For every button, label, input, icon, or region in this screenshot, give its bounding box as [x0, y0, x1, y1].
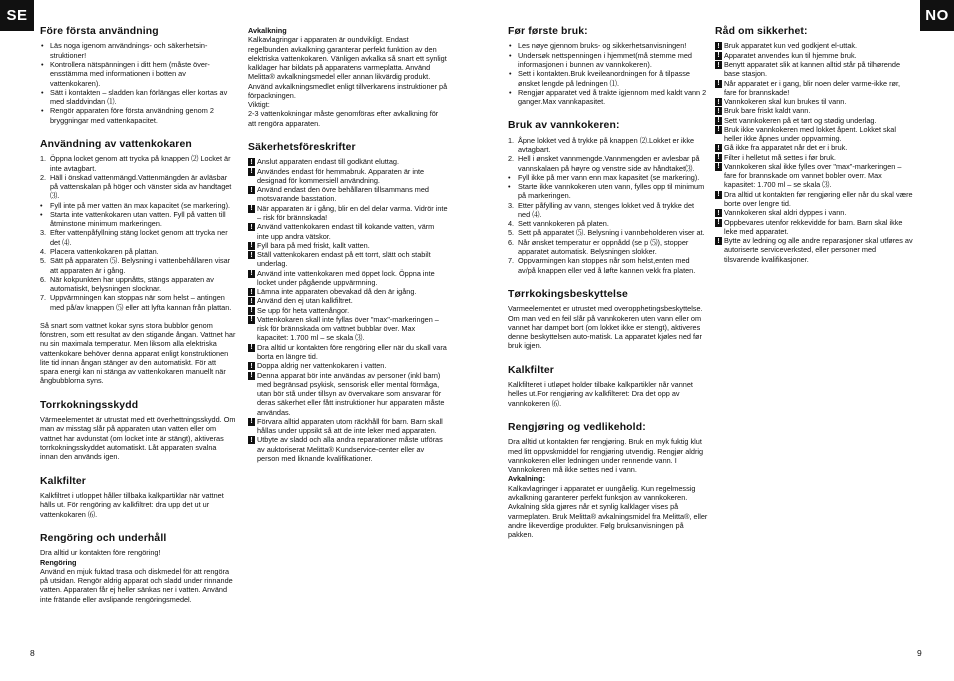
step-text: När kokpunkten har uppnåtts, stängs apparaten av automatiskt, belysningen slocknar.: [50, 274, 214, 294]
se-descaling-section: [248, 26, 448, 128]
se-safety-list: [248, 157, 448, 463]
se-cleaning-text2: Använd en mjuk fuktad trasa och diskmedel för att rengöra på utsidan. Rengör aldrig apparat och sladd under rinnande vatten. Apparaten får ej heller sänkas ner i vatten. Använd inte frätande eller avslipande rengöringsmedel.: [40, 566, 233, 604]
se-first-use-list: [40, 41, 236, 124]
warning-icon: !: [248, 436, 255, 444]
page-number-left: 8: [30, 648, 35, 658]
warning-text: Vattenkokaren skall inte fyllas över "max"-markeringen – risk för brännskada om vattnet bubblar över. Max kapacitet: 1.700 ml – se skala ⑶.: [257, 314, 439, 343]
step-item: [40, 275, 236, 294]
no-safety-section: [715, 26, 913, 264]
warning-text: Bruk apparatet kun ved godkjent el-uttak.: [724, 41, 858, 51]
warning-icon: !: [248, 223, 255, 231]
warning-text: Sett vannkokeren på et tørt og stødig underlag.: [724, 115, 877, 125]
warning-text: Lämna inte apparaten obevakad då den är igång.: [257, 287, 417, 297]
step-item: [40, 201, 236, 210]
step-item: [40, 293, 236, 312]
warning-icon: !: [248, 418, 255, 426]
warning-text: Dra alltid ut kontakten før rengjøring eller når du skal være borte over lengre tid.: [724, 189, 913, 208]
step-item: [508, 201, 708, 220]
step-item: [508, 173, 708, 182]
warning-item: [715, 60, 913, 79]
step-text: Starta inte vattenkokaren utan vatten. Fyll på vatten till åtminstone minimum markeringen.: [50, 209, 226, 229]
warning-item: [248, 157, 448, 166]
warning-text: Vannkokeren skal aldri dyppes i vann.: [724, 208, 847, 218]
step-text: Hell i ønsket vannmengde.Vannmengden er avlesbar på vannskalaen på høyre og venstre side av håndtaket⑶.: [518, 154, 700, 173]
no-usage-section: [508, 120, 708, 274]
warning-item: [715, 208, 913, 217]
warning-item: [248, 287, 448, 296]
step-number: 1.: [40, 154, 47, 164]
warning-icon: !: [715, 126, 722, 134]
warning-icon: !: [715, 42, 722, 50]
warning-text: Denna apparat bör inte användas av personer (inkl barn) med begränsad psykisk, sensorisk eller mental förmåga, utan bör stå under tillsyn av övervakare som ansvarar för deras säkerhet eller fått instruktioner hur apparaten måste användas.: [257, 370, 445, 417]
se-dry-boil-title: Torrkokningsskydd: [40, 399, 139, 411]
warning-icon: !: [248, 297, 255, 305]
step-number: 1.: [508, 135, 515, 145]
bullet-item: • Kontrollera nätspänningen i ditt hem (måste överensstämma med informationen i botten av vattenkokaren).: [40, 60, 236, 88]
warning-text: Anslut apparaten endast till godkänt eluttag.: [257, 157, 399, 167]
step-item: [40, 173, 236, 201]
warning-item: [248, 417, 448, 436]
step-text: Sett på apparatet ⑸. Belysning i vannbeholderen viser at.: [518, 228, 705, 238]
step-item: [40, 247, 236, 256]
no-dry-boil-text: Varmeelementet er utrustet med overopphetingsbeskyttelse. Om man ved en feil slår på vannkokeren uten vann eller om vannet har dampet bort (om lokket ikke er stengt), aktiveres denne beskyttelsen auto-matisk. La apparatet kjøles ned før bruk igjen.: [508, 304, 703, 351]
warning-item: [715, 236, 913, 264]
step-item: [40, 210, 236, 229]
step-text: Sätt på apparaten ⑸. Belysning i vattenbehållaren visar att apparaten är i gång.: [50, 256, 231, 275]
page-number-right: 9: [917, 648, 922, 658]
step-number: 7.: [508, 256, 515, 266]
step-text: Starte ikke vannkokeren uten vann, fylles opp til minimum på markeringen.: [518, 182, 705, 201]
step-item: [508, 256, 708, 275]
no-cleaning-title: Rengjøring og vedlikehold:: [508, 421, 646, 433]
warning-text: Dra alltid ur kontakten före rengöring eller när du skall vara borta en längre tid.: [257, 342, 447, 361]
no-dry-boil-section: [508, 289, 708, 351]
warning-icon: !: [715, 163, 722, 171]
warning-item: [248, 167, 448, 186]
warning-icon: !: [715, 209, 722, 217]
se-first-use-section: [40, 26, 236, 125]
step-text: Fyll inte på mer vatten än max kapacitet (se markering).: [50, 200, 231, 210]
step-text: Åpne lokket ved å trykke på knappen ⑵.Lokket er ikke avtagbart.: [518, 135, 695, 155]
language-tab-se: SE: [0, 0, 34, 31]
se-descaling-important-text: 2-3 vattenkokningar måste genomföras efter avkalkning för att rengöra apparaten.: [248, 109, 439, 128]
se-cleaning-subtitle: Rengöring: [40, 557, 77, 567]
step-item: [40, 256, 236, 275]
se-usage-note: Så snart som vattnet kokar syns stora bubblor genom fönstren, som ett resultat av den stigande ångan. Vattnet har nu sin maximala temperatur. Men liksom alla elektriska vattenkokare behöver denna apparat enligt konstruktionen lite tid innan ångan stänger av den automatiskt. För att spara energi kan ni stänga av vattenkokaren manuellt när ångbubblorna syns.: [40, 320, 236, 386]
warning-text: Använd inte vattenkokaren med öppet lock. Öppna inte locket under pågående uppvärmning.: [257, 268, 435, 287]
step-text: Öppna locket genom att trycka på knappen ⑵ Locket är inte avtagbart.: [50, 154, 231, 173]
warning-text: Förvara alltid apparaten utom räckhåll för barn. Barn skall hållas under uppsikt så att de inte leker med apparaten.: [257, 416, 443, 436]
warning-text: Når apparatet er i gang, blir noen deler varme-ikke rør, fare for brannskade!: [724, 78, 901, 97]
step-text: Häll i önskad vattenmängd.Vattenmängden är avläsbar på vattenskalan på höger och vänster sida av handtaget ⑶.: [50, 172, 232, 201]
warning-item: [248, 269, 448, 288]
step-number: 2.: [40, 172, 47, 182]
warning-item: [715, 153, 913, 162]
no-usage-title: Bruk av vannkokeren:: [508, 120, 620, 132]
warning-item: [715, 143, 913, 152]
warning-icon: !: [715, 107, 722, 115]
bullet-item: • Les nøye gjennom bruks- og sikkerhetsanvisningen!: [508, 41, 708, 50]
warning-text: Användes endast för hemmabruk. Apparaten är inte designad för kommersiell användning.: [257, 166, 425, 185]
warning-item: [715, 218, 913, 237]
warning-text: Doppa aldrig ner vattenkokaren i vatten.: [257, 361, 387, 371]
step-item: [508, 219, 708, 228]
step-number: •: [508, 182, 511, 192]
bullet-item: • Undersøk nettspenningen i hjemmet(må stemme med informasjonen i bunnen av vannkokeren).: [508, 51, 708, 70]
warning-icon: !: [248, 316, 255, 324]
se-column-2: [248, 26, 448, 477]
step-text: Oppvarmingen kan stoppes når som helst,enten med av/på knappen eller ved å løfte kannen vekk fra platen.: [518, 256, 696, 275]
warning-item: [248, 185, 448, 204]
no-filter-section: [508, 365, 708, 408]
warning-text: Benytt apparatet slik at kannen alltid står på tilhørende base stasjon.: [724, 60, 901, 79]
bullet-item: • Läs noga igenom användnings- och säkerhetsinstruktioner!: [40, 41, 236, 60]
warning-item: [715, 106, 913, 115]
warning-item: [248, 361, 448, 370]
warning-icon: !: [715, 237, 722, 245]
step-number: 2.: [508, 154, 515, 164]
warning-icon: !: [248, 362, 255, 370]
warning-icon: !: [248, 307, 255, 315]
warning-item: [248, 315, 448, 343]
step-item: [508, 238, 708, 257]
se-dry-boil-text: Värmeelementet är utrustat med ett överhettningsskydd. Om man av misstag slår på apparaten utan vatten eller om vattnet har avdunstat (om locket inte är stängt), aktiveras torrkokningsskyddet automatiskt. Låt apparaten svalna innan den används igen.: [40, 415, 236, 462]
warning-icon: !: [715, 61, 722, 69]
warning-text: Bytte av ledning og alle andre reparasjoner skal utføres av autoriserte serviceverksted, eller personer med tilsvarende kvalifikasjoner.: [724, 236, 913, 264]
warning-icon: !: [715, 191, 722, 199]
warning-text: Apparatet anvendes kun til hjemme bruk.: [724, 50, 857, 60]
step-number: •: [508, 172, 511, 182]
no-usage-steps: [508, 136, 708, 275]
warning-item: [248, 241, 448, 250]
se-column-1: [40, 26, 236, 618]
se-cleaning-text1: Dra alltid ur kontakten före rengöring!: [40, 548, 161, 558]
warning-text: Gå ikke fra apparatet når det er i bruk.: [724, 143, 848, 153]
warning-icon: !: [715, 219, 722, 227]
se-safety-section: [248, 142, 448, 463]
step-text: Placera vattenkokaren på plattan.: [50, 247, 159, 257]
warning-item: [248, 222, 448, 241]
warning-text: När apparaten är i gång, blir en del delar varma. Vidrör inte – risk för brännskada!: [257, 203, 448, 222]
step-item: [508, 136, 708, 155]
warning-text: Se upp för heta vattenångor.: [257, 305, 350, 315]
step-number: 6.: [40, 274, 47, 284]
step-number: •: [40, 209, 43, 219]
warning-item: [248, 371, 448, 417]
warning-item: [715, 190, 913, 209]
warning-icon: !: [248, 168, 255, 176]
no-column-2: [715, 26, 913, 278]
warning-icon: !: [248, 186, 255, 194]
warning-item: [248, 343, 448, 362]
step-item: [508, 182, 708, 201]
step-text: Fyll ikke på mer vann enn max kapasitet (se markering).: [518, 172, 700, 182]
no-dry-boil-title: Tørrkokingsbeskyttelse: [508, 288, 628, 300]
step-number: 4.: [40, 247, 47, 257]
warning-text: Fyll bara på med friskt, kallt vatten.: [257, 240, 370, 250]
warning-item: [715, 116, 913, 125]
no-safety-list: [715, 41, 913, 263]
no-cleaning-subtitle: Avkalning:: [508, 474, 546, 484]
warning-icon: !: [715, 80, 722, 88]
step-text: Etter påfylling av vann, stenges lokket ved å trykke det ned ⑷.: [518, 200, 695, 219]
step-text: Efter vattenpåfyllning stäng locket genom att trycka ner det ⑷.: [50, 228, 228, 247]
step-item: [508, 154, 708, 173]
warning-text: Utbyte av sladd och alla andra reparationer måste utföras av auktoriserat Melitta® Kundservice-center eller av person med liknande kvalifikationer.: [257, 435, 443, 463]
no-first-use-list: [508, 41, 708, 106]
step-number: 5.: [508, 228, 515, 238]
step-number: 6.: [508, 237, 515, 247]
warning-icon: !: [715, 154, 722, 162]
bullet-item: • Sätt i kontakten – sladden kan förlängas eller kortas av med sladdvindan ⑴.: [40, 88, 236, 107]
warning-item: [248, 435, 448, 463]
warning-text: Ställ vattenkokaren endast på ett torrt, slätt och stabilt underlag.: [257, 250, 431, 269]
warning-icon: !: [248, 158, 255, 166]
se-filter-text: Kalkfiltret i utloppet håller tillbaka kalkpartiklar när vattnet hälls ut. För rengöring av kalkfiltret: dra upp det ut ur vattenkokaren ⑹.: [40, 491, 224, 519]
warning-text: Filter i helletut må settes i før bruk.: [724, 152, 836, 162]
se-dry-boil-section: [40, 400, 236, 462]
se-usage-section: [40, 139, 236, 386]
warning-icon: !: [248, 288, 255, 296]
se-descaling-important-label: Viktigt:: [248, 100, 270, 110]
warning-item: [715, 79, 913, 98]
no-column-1: [508, 26, 708, 553]
step-item: [508, 228, 708, 237]
step-text: Uppvärmningen kan stoppas när som helst – antingen med på/av knappen ⑸ eller att lyfta kannan från plattan.: [50, 293, 232, 312]
warning-text: Använd endast den övre behållaren tillsammans med motsvarande basstation.: [257, 185, 429, 204]
warning-icon: !: [248, 251, 255, 259]
step-number: 3.: [508, 200, 515, 210]
warning-text: Använd vattenkokaren endast till kokande vatten, värm inte upp andra vätskor.: [257, 222, 435, 241]
step-text: Sett vannkokeren på platen.: [518, 219, 609, 229]
se-safety-title: Säkerhetsföreskrifter: [248, 141, 356, 153]
warning-icon: !: [248, 372, 255, 380]
warning-item: [715, 125, 913, 144]
se-filter-section: [40, 476, 236, 519]
no-cleaning-text2: Kalkavlagringer i apparatet er uungåelig. Kun regelmessig avkalkning garanterer perfekt funksjon av vannkokeren. Avkalning skla gjøres når et synlig kalklager vises på varmeplaten. Bruk Melitta® avkalningsmidel fra Melitta®, eller andre likeverdige produkter. Følg bruksanvisningen på pakken.: [508, 483, 708, 540]
language-tab-no: NO: [920, 0, 954, 31]
step-number: •: [40, 200, 43, 210]
warning-item: [715, 41, 913, 50]
no-cleaning-text1: Dra alltid ut kontakten før rengjøring. Bruk en myk fuktig klut med litt oppvskmiddel for rengjøring utvendig. Rengjør aldrig vannkokeren eller ledningen under rennende vann. I Vannkokeren må ikke settes ned i vann.: [508, 437, 704, 475]
se-first-use-title: Före första användning: [40, 26, 159, 37]
step-item: [40, 154, 236, 173]
step-number: 7.: [40, 293, 47, 303]
warning-text: Bruk ikke vannkokeren med lokket åpent. Lokket skal heller ikke åpnes under oppvarming.: [724, 124, 896, 144]
warning-item: [715, 97, 913, 106]
bullet-item: • Sett i kontakten.Bruk kveileanordningen for å tilpasse ønsket lengde på ledningen ⑴.: [508, 69, 708, 88]
no-filter-text: Kalkfilteret i utløpet holder tilbake kalkpartikler når vannet helles ut.For rengjøring av kalkfilteret: Dra det opp av vannkokeren ⑹.: [508, 380, 693, 408]
warning-item: [715, 162, 913, 190]
warning-icon: !: [248, 344, 255, 352]
step-number: 4.: [508, 219, 515, 229]
warning-item: [248, 250, 448, 269]
warning-icon: !: [248, 205, 255, 213]
bullet-item: • Rengjør apparatet ved å trakte igjennom med kaldt vann 2 ganger.Max vannkapasitet.: [508, 88, 708, 107]
no-filter-title: Kalkfilter: [508, 364, 554, 376]
warning-icon: !: [715, 98, 722, 106]
se-usage-title: Användning av vattenkokaren: [40, 138, 192, 150]
se-descaling-title: Avkalkning: [248, 26, 287, 35]
warning-item: [248, 306, 448, 315]
se-cleaning-section: [40, 533, 236, 604]
se-descaling-text: Kalkavlagringar i apparaten är oundvikligt. Endast regelbunden avkalkning garanterar perfekt funktion av den elektriska vattenkokaren. Vänligen avkalka så snart ett synligt kalklager har bildats på apparatens varmeplatta. Använd Melitta® avkalkningsmedel eller annan likvärdig produkt. Använd avkalkningsmedlet enligt tillverkarens instruktioner på förpackningen.: [248, 35, 448, 100]
se-cleaning-title: Rengöring och underhåll: [40, 532, 167, 544]
step-number: 3.: [40, 228, 47, 238]
step-item: [40, 228, 236, 247]
warning-text: Bruk bare friskt kaldt vann.: [724, 106, 811, 116]
warning-item: [248, 204, 448, 223]
warning-icon: !: [715, 52, 722, 60]
bullet-item: • Rengör apparaten före första användning genom 2 bryggningar med vattenkapacitet.: [40, 106, 236, 125]
step-number: 5.: [40, 256, 47, 266]
no-safety-title: Råd om sikkerhet:: [715, 26, 808, 37]
warning-text: Använd den ej utan kalkfiltret.: [257, 296, 353, 306]
step-text: Når ønsket temperatur er oppnådd (se p ⑸), stopper apparatet automatisk. Belysningen slokker.: [518, 237, 689, 257]
warning-item: [248, 296, 448, 305]
warning-icon: !: [715, 144, 722, 152]
no-first-use-section: [508, 26, 708, 106]
warning-text: Oppbevares utenfor rekkevidde for barn. Barn skal ikke leke med apparatet.: [724, 217, 903, 236]
warning-item: [715, 51, 913, 60]
warning-text: Vannkokeren skal ikke fylles over "max"-markeringen – fare for brannskade om vannet bobler overr. Max kapasitet: 1.700 ml – se skala ⑶.: [724, 161, 902, 190]
no-cleaning-section: [508, 422, 708, 539]
warning-icon: !: [248, 242, 255, 250]
warning-text: Vannkokeren skal kun brukes til vann.: [724, 97, 847, 107]
no-first-use-title: Før første bruk:: [508, 26, 588, 37]
warning-icon: !: [248, 270, 255, 278]
se-filter-title: Kalkfilter: [40, 475, 86, 487]
se-usage-steps: [40, 154, 236, 312]
warning-icon: !: [715, 117, 722, 125]
